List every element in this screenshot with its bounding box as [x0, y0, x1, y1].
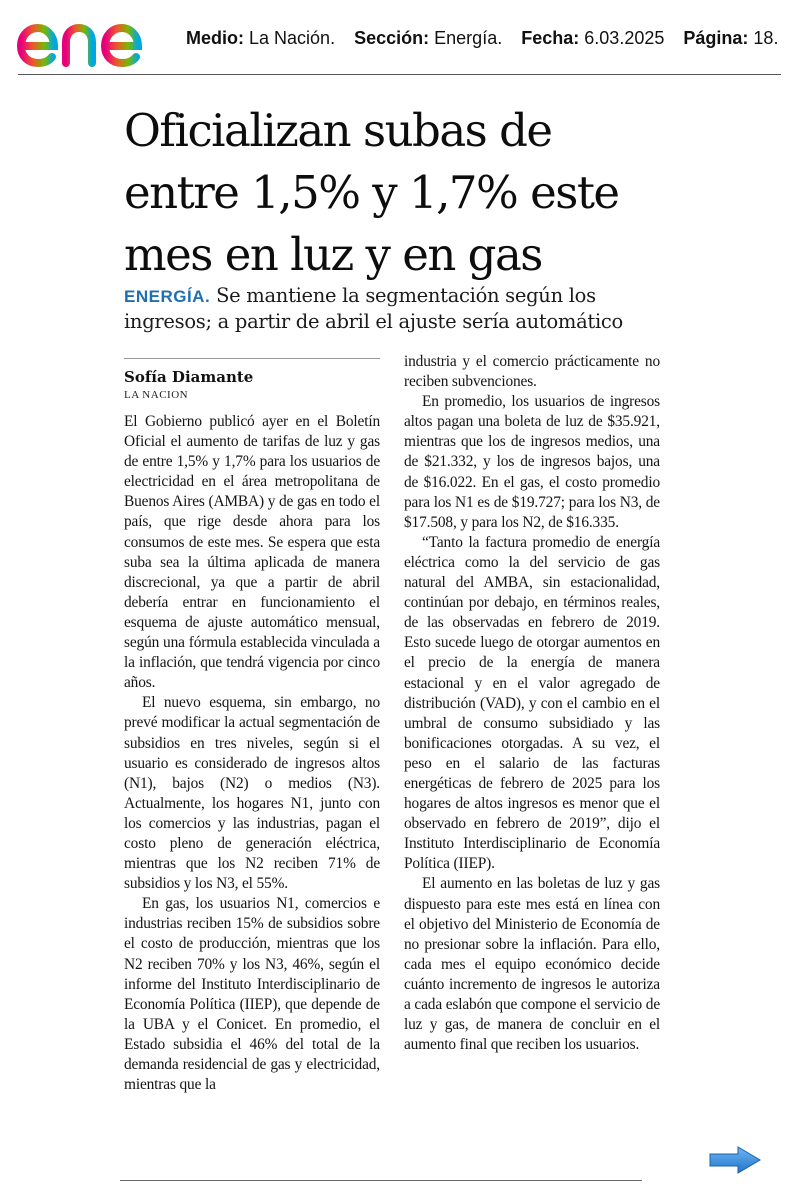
pagina-label: Página: [683, 28, 749, 48]
author-outlet: LA NACION [124, 389, 189, 401]
seccion-label: Sección: [354, 28, 430, 48]
body-paragraph: En promedio, los usuarios de ingresos altos pagan una boleta de luz de $35.921, mientras que los de ingresos medios, una de $21.332, y los de ingresos bajos, una de $16.022. En el gas, el costo promedio para los N1 es de $19.727; para los N3, de $17.508, y para los N2, de $16.335. [404, 393, 660, 531]
fecha-value: 6.03.2025 [584, 28, 665, 48]
body-paragraph: En gas, los usuarios N1, comercios e industrias reciben 15% de subsidios sobre el costo de producción, mientras que los N2 reciben 70% y los N3, 46%, según el informe del Instituto Interdisciplinario de Economía Política (IIEP), que depende de la UBA y el Conicet. En promedio, el Estado subsidia el 46% del total de la demanda residencial de gas y electricidad, mientras que la [124, 895, 380, 1094]
enel-logo [16, 8, 171, 68]
medio-value: La Nación. [249, 28, 336, 48]
seccion-value: Energía. [434, 28, 503, 48]
subhead-text: ingresos; a partir de abril el ajuste sería automático [124, 310, 623, 333]
byline-divider [124, 358, 380, 359]
header-divider [18, 74, 781, 75]
headline-line: entre 1,5% y 1,7% este [124, 166, 619, 219]
headline-line: mes en luz y en gas [124, 228, 542, 281]
article-subhead [124, 283, 664, 334]
clipping-header [0, 0, 800, 78]
subhead-text: Se mantiene la segmentación según los [216, 284, 596, 307]
body-column-left [124, 412, 380, 1095]
body-paragraph: “Tanto la factura promedio de energía eléctrica como la del servicio de gas natural del AMBA, sin estacionalidad, continúan por debajo, en términos reales, de las observadas en febrero de 2019. Esto sucede luego de otorgar aumentos en el precio de la energía de manera estacional y en el valor agregado de distribución (VAD), y con el cambio en el umbral de consumo subsidiado y las bonificaciones otorgadas. A su vez, el peso en el salario de las facturas energéticas de febrero de 2025 para los hogares de altos ingresos es menor que el observado en febrero de 2019”, dijo el Instituto Interdisciplinario de Economía Política (IIEP). [404, 533, 660, 873]
body-column-right [404, 352, 660, 1055]
fecha-label: Fecha: [521, 28, 580, 48]
author-name: Sofía Diamante [124, 368, 254, 386]
body-paragraph: El aumento en las boletas de luz y gas dispuesto para este mes está en línea con el objetivo del Ministerio de Economía de no presionar sobre la inflación. Para ello, cada mes el equipo económico decide cuánto incremento de ingresos le autoriza a cada eslabón que compone el servicio de luz y gas, de manera de concluir en el aumento final que reciben los usuarios. [404, 875, 660, 1054]
clipping-meta [186, 28, 778, 49]
pagina-value: 18. [753, 28, 779, 48]
medio-label: Medio: [186, 28, 244, 48]
section-kicker: ENERGÍA. [124, 287, 211, 306]
body-paragraph: El Gobierno publicó ayer en el Boletín Oficial el aumento de tarifas de luz y gas de entre 1,5% y 1,7% para los usuarios de electricidad en el área metropolitana de Buenos Aires (AMBA) y de gas en todo el país, que rige desde ahora para los consumos de este mes. Se espera que esta suba sea la última aplicada de manera discrecional, ya que a partir de abril debería entrar en funcionamiento el esquema de ajuste automático mensual, según una fórmula establecida vinculada a la inflación, que tendrá vigencia por cinco años. [124, 413, 380, 692]
article-headline [124, 100, 644, 286]
right-arrow-icon[interactable] [708, 1145, 762, 1175]
body-paragraph: El nuevo esquema, sin embargo, no prevé modificar la actual segmentación de subsidios en tres niveles, según si el usuario es considerado de ingresos altos (N1), bajos (N2) o medios (N3). Actualmente, los hogares N1, junto con los comercios y las industrias, pagan el costo pleno de generación eléctrica, mientras que los N2 reciben 71% de subsidios y los N3, el 55%. [124, 694, 380, 893]
footer-divider [120, 1180, 642, 1181]
body-paragraph: industria y el comercio prácticamente no reciben subvenciones. [404, 353, 660, 391]
headline-line: Oficializan subas de [124, 104, 552, 157]
